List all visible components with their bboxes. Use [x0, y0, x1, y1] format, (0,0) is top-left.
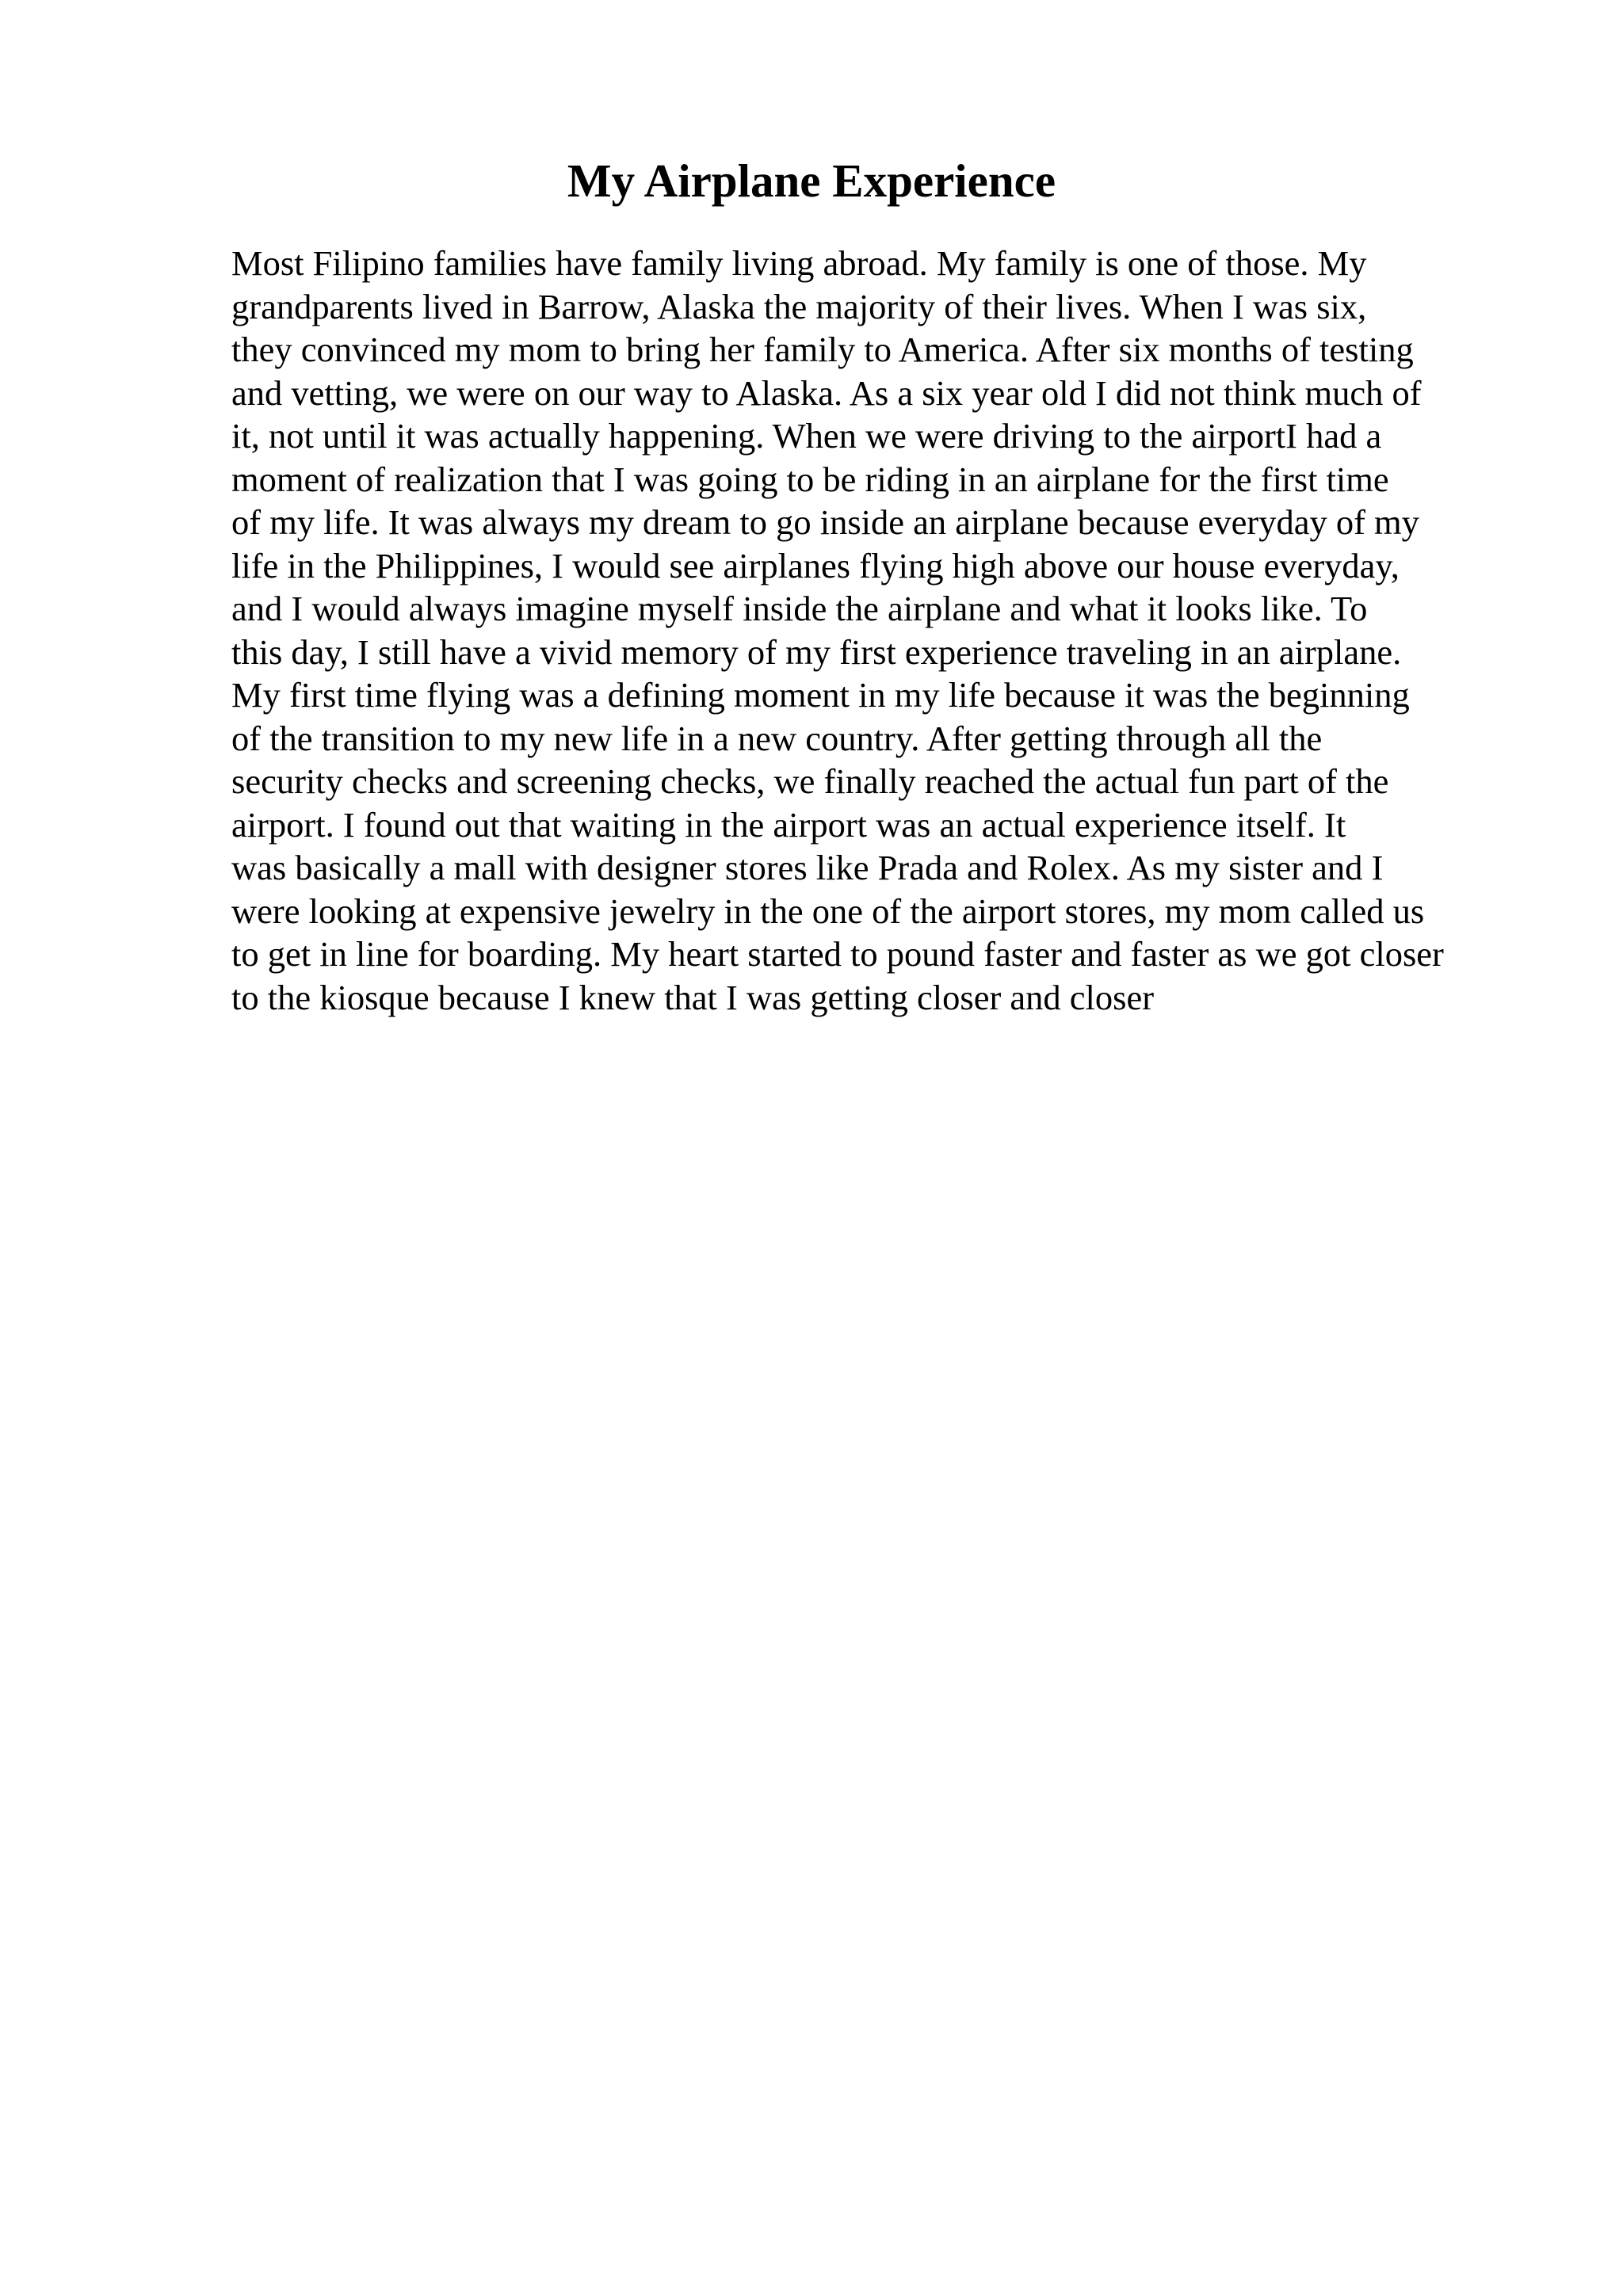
body-line: this day, I still have a vivid memory of my first experience traveling in an airplane. [231, 631, 1402, 672]
body-line: security checks and screening checks, we finally reached the actual fun part of the [231, 761, 1389, 801]
body-line: airport. I found out that waiting in the airport was an actual experience itself. It [231, 804, 1346, 845]
body-line: Most Filipino families have family living abroad. My family is one of those. My [231, 243, 1367, 283]
body-line: of my life. It was always my dream to go inside an airplane because everyday of my [231, 502, 1419, 542]
body-line: and I would always imagine myself inside the airplane and what it looks like. To [231, 589, 1368, 628]
body-line: it, not until it was actually happening. When we were driving to the airportI had a [231, 416, 1382, 456]
body-line: to get in line for boarding. My heart started to pound faster and faster as we got closer [231, 934, 1444, 974]
body-line: moment of realization that I was going to be riding in an airplane for the first time [231, 459, 1389, 499]
body-line: life in the Philippines, I would see airplanes flying high above our house everyday, [231, 545, 1400, 585]
body-line: were looking at expensive jewelry in the one of the airport stores, my mom called us [231, 891, 1425, 931]
document-title: My Airplane Experience [567, 154, 1056, 207]
body-line: My first time flying was a defining moment in my life because it was the beginning [231, 675, 1410, 715]
body-line: and vetting, we were on our way to Alaska. As a six year old I did not think much of [231, 372, 1422, 413]
document-body [231, 242, 1515, 1019]
body-line: grandparents lived in Barrow, Alaska the majority of their lives. When I was six, [231, 286, 1367, 326]
body-line: they convinced my mom to bring her family to America. After six months of testing [231, 330, 1414, 369]
body-line: of the transition to my new life in a new country. After getting through all the [231, 718, 1323, 758]
body-line: was basically a mall with designer stores like Prada and Rolex. As my sister and I [231, 848, 1384, 887]
body-line: to the kiosque because I knew that I was getting closer and closer [231, 977, 1155, 1017]
